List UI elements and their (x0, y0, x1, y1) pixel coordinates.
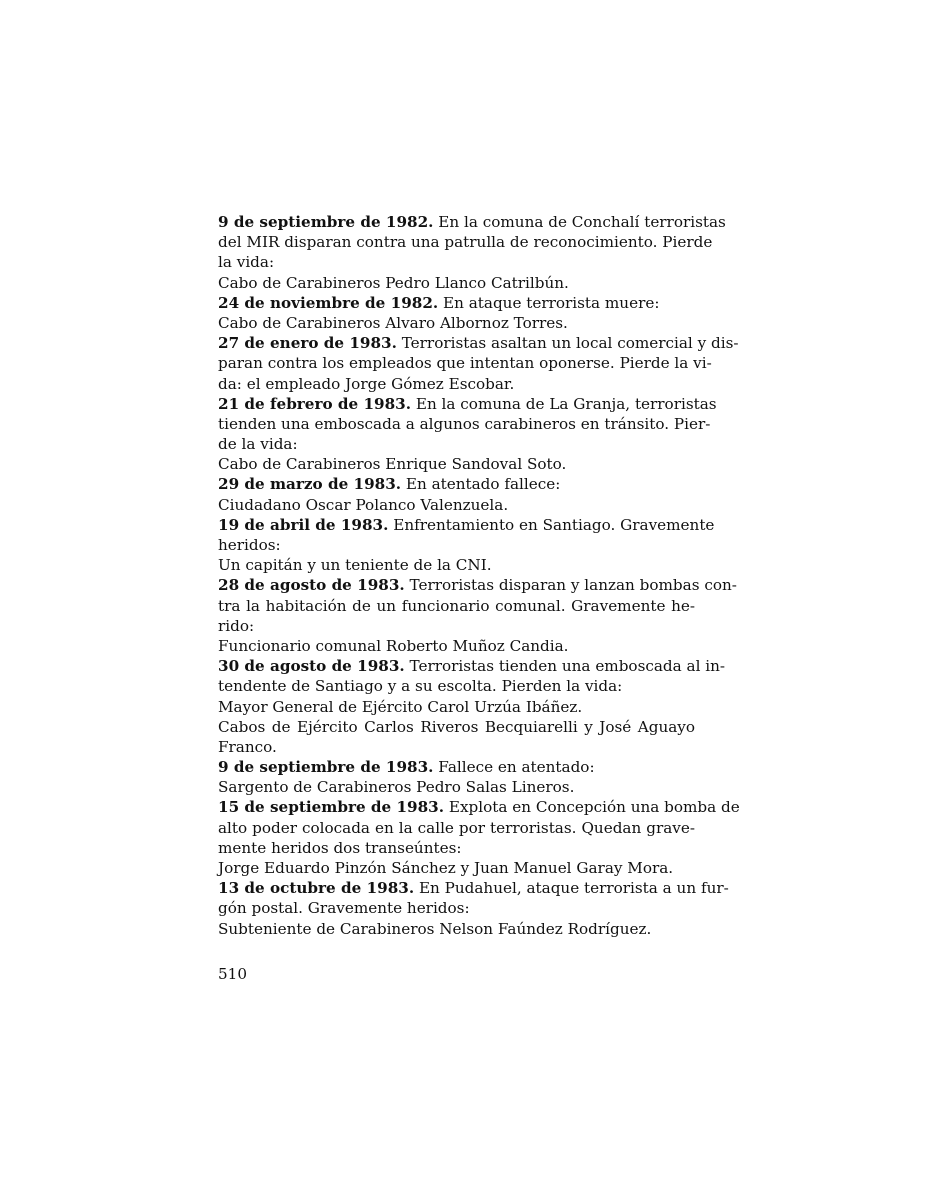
entry-text: tra la habitación de un funcionario comunal. Gravemente he- (218, 596, 695, 615)
entry-text: Explota en Concepción una bomba de (444, 798, 740, 817)
entry-date: 27 de enero de 1983. (218, 334, 397, 353)
text-line (218, 232, 713, 252)
text-line (218, 374, 695, 394)
text-line (218, 878, 729, 898)
entry-date: 19 de abril de 1983. (218, 515, 389, 534)
text-line (218, 434, 695, 454)
entry-text: Cabo de Carabineros Alvaro Albornoz Torres. (218, 313, 568, 332)
text-line (218, 777, 695, 797)
entry-text: Terroristas asaltan un local comercial y dis- (396, 334, 739, 353)
entry-text: En Pudahuel, ataque terrorista a un fur- (414, 879, 729, 898)
entry-text: Jorge Eduardo Pinzón Sánchez y Juan Manuel Garay Mora. (218, 859, 674, 877)
entry-text: Cabo de Carabineros Pedro Llanco Catrilbún. (218, 273, 569, 292)
text-line (218, 353, 712, 373)
entry-date: 9 de septiembre de 1982. (218, 213, 434, 231)
entry-text: Fallece en atentado: (433, 758, 595, 777)
text-line (218, 333, 739, 353)
entry-text: la vida: (218, 253, 275, 272)
entry-date: 21 de febrero de 1983. (218, 394, 412, 413)
text-line (218, 636, 695, 656)
text-line (218, 454, 695, 474)
text-line (218, 737, 695, 757)
text-line (218, 535, 695, 555)
text-line (218, 797, 740, 817)
entry-text: Franco. (218, 737, 277, 756)
text-line (218, 616, 695, 636)
text-line (218, 898, 695, 918)
text-line (218, 515, 715, 535)
entry-date: 29 de marzo de 1983. (218, 475, 402, 494)
document-body (218, 212, 740, 939)
entry-date: 9 de septiembre de 1983. (218, 758, 434, 777)
text-line (218, 555, 695, 575)
entry-text: alto poder colocada en la calle por terroristas. Quedan grave- (218, 818, 695, 837)
text-line (218, 252, 695, 272)
entry-text: Funcionario comunal Roberto Muñoz Candia. (218, 636, 569, 655)
page-number: 510 (218, 965, 247, 983)
text-line (218, 293, 695, 313)
entry-text: heridos: (218, 536, 281, 554)
text-line (218, 495, 695, 515)
text-line (218, 717, 695, 737)
text-line (218, 858, 695, 878)
entry-text: Ciudadano Oscar Polanco Valenzuela. (218, 495, 509, 514)
entry-text: Enfrentamiento en Santiago. Gravemente (388, 515, 715, 534)
entry-text: En ataque terrorista muere: (438, 293, 660, 312)
entry-text: da: el empleado Jorge Gómez Escobar. (218, 374, 515, 393)
entry-text: En atentado fallece: (401, 475, 561, 494)
entry-text: Terroristas disparan y lanzan bombas con- (404, 576, 737, 595)
entry-text: paran contra los empleados que intentan oponerse. Pierde la vi- (218, 354, 712, 373)
entry-text: gón postal. Gravemente heridos: (218, 899, 470, 918)
text-line (218, 676, 695, 696)
entry-date: 24 de noviembre de 1982. (218, 293, 439, 312)
text-line (218, 474, 695, 494)
entry-text: Cabo de Carabineros Enrique Sandoval Soto. (218, 455, 567, 474)
entry-text: de la vida: (218, 435, 298, 454)
text-line (218, 273, 695, 293)
text-line (218, 212, 726, 232)
entry-text: Un capitán y un teniente de la CNI. (218, 556, 492, 575)
entry-date: 28 de agosto de 1983. (218, 576, 405, 595)
entry-text: tienden una emboscada a algunos carabineros en tránsito. Pier- (218, 414, 711, 433)
text-line (218, 838, 695, 858)
entry-text: En la comuna de La Granja, terroristas (411, 394, 717, 413)
text-line (218, 656, 726, 676)
entry-text: En la comuna de Conchalí terroristas (433, 213, 726, 231)
entry-text: tendente de Santiago y a su escolta. Pierden la vida: (218, 677, 623, 696)
entry-text: mente heridos dos transeúntes: (218, 838, 462, 857)
entry-text: Cabos de Ejército Carlos Riveros Becquiarelli y José Aguayo (218, 717, 695, 736)
text-line (218, 919, 695, 939)
text-line (218, 313, 695, 333)
entry-date: 30 de agosto de 1983. (218, 657, 405, 676)
entry-text: Mayor General de Ejército Carol Urzúa Ibáñez. (218, 697, 583, 716)
text-line (218, 394, 717, 414)
entry-date: 13 de octubre de 1983. (218, 879, 415, 898)
text-line (218, 575, 737, 595)
entry-date: 15 de septiembre de 1983. (218, 798, 445, 817)
entry-text: Subteniente de Carabineros Nelson Faúndez Rodríguez. (218, 919, 652, 938)
entry-text: rido: (218, 616, 255, 635)
text-line (218, 414, 711, 434)
text-line (218, 757, 695, 777)
entry-text: Sargento de Carabineros Pedro Salas Lineros. (218, 778, 575, 797)
text-line (218, 818, 695, 838)
entry-text: del MIR disparan contra una patrulla de reconocimiento. Pierde (218, 233, 713, 252)
text-line (218, 596, 695, 616)
entry-text: Terroristas tienden una emboscada al in- (404, 657, 726, 676)
text-line (218, 697, 695, 717)
